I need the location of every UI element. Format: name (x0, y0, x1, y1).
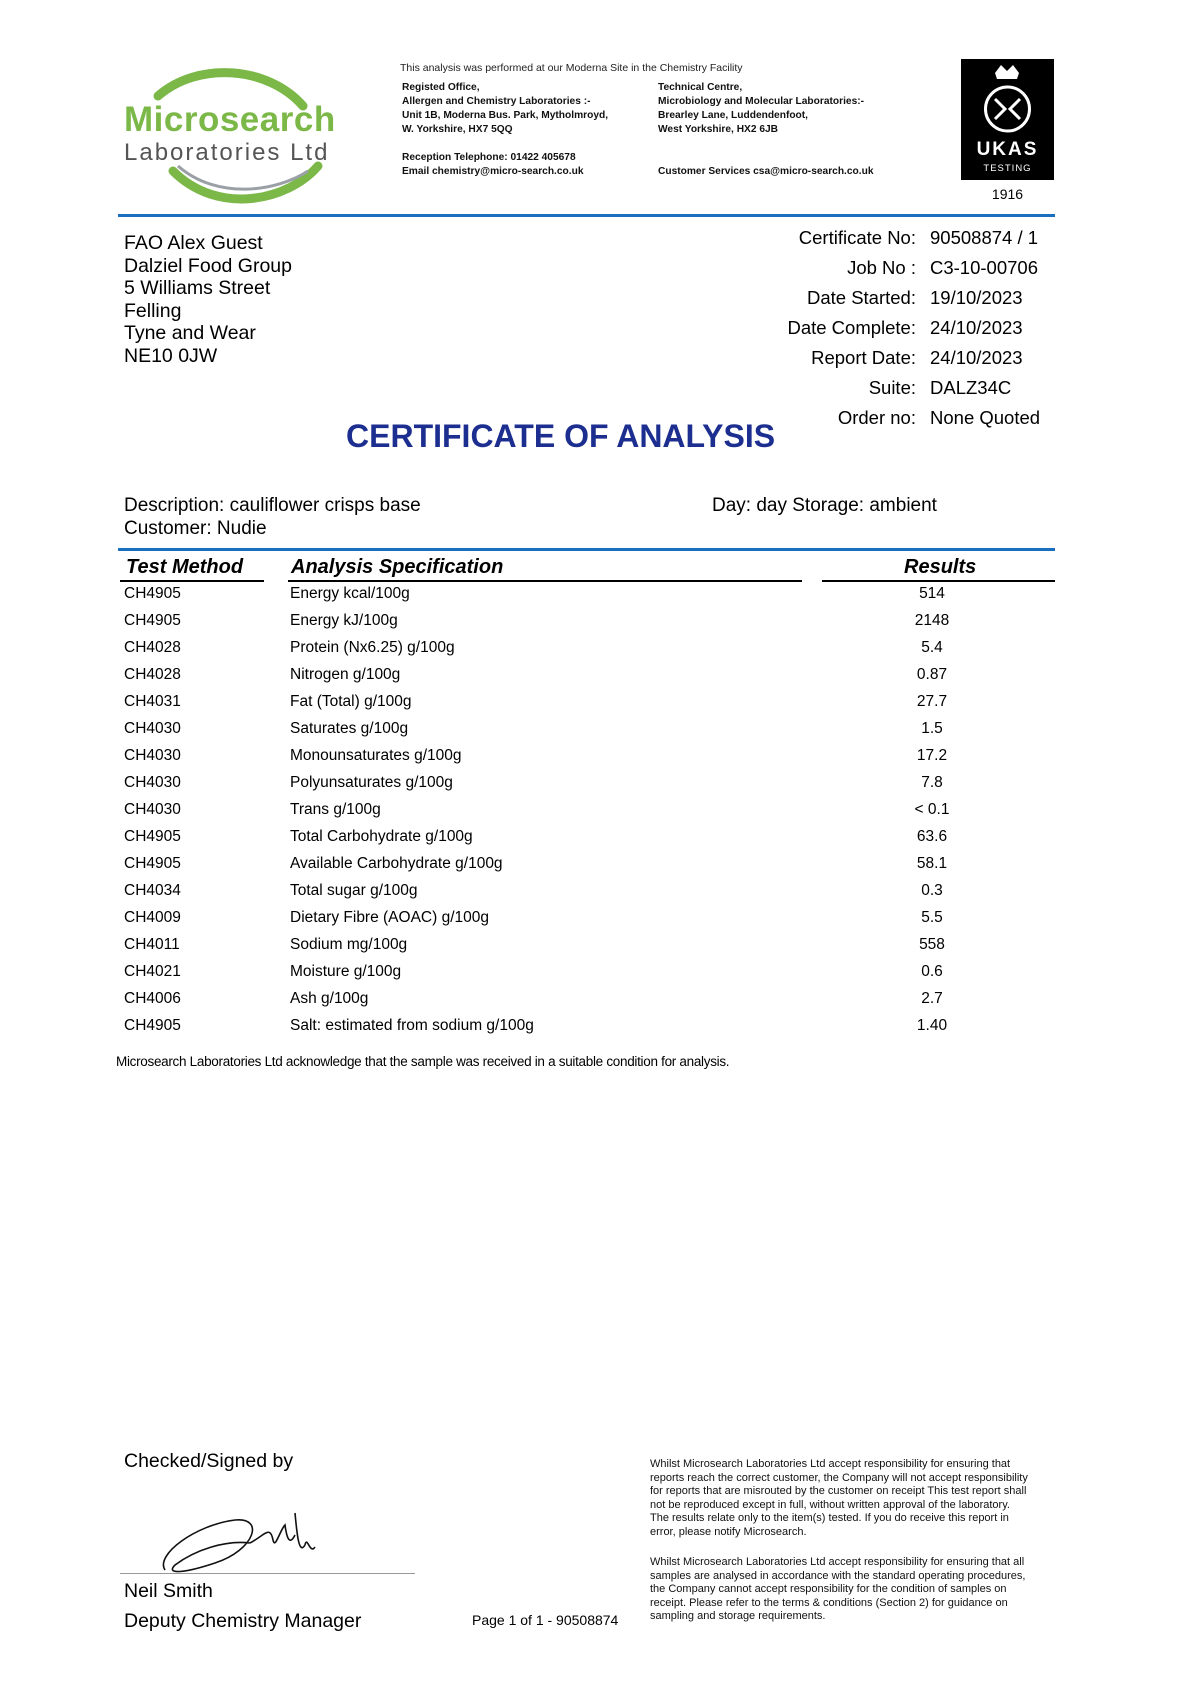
job-no-label: Job No : (847, 257, 916, 278)
spec-cell: Polyunsaturates g/100g (290, 774, 453, 791)
analysis-spec-header: Analysis Specification (291, 556, 504, 578)
spec-cell: Available Carbohydrate g/100g (290, 855, 503, 872)
spec-cell: Moisture g/100g (290, 963, 402, 980)
order-no-label: Order no: (837, 407, 916, 428)
table-row (0, 909, 1190, 936)
method-cell: CH4009 (124, 909, 181, 926)
signature-image (155, 1495, 325, 1585)
page-number: Page 1 of 1 - 90508874 (472, 1612, 619, 1628)
disclaimer-line: The results relate only to the item(s) tested. If you do receive this report in (650, 1512, 1009, 1524)
reception-telephone: Reception Telephone: 01422 405678 (402, 152, 576, 163)
spec-cell: Energy kcal/100g (290, 585, 410, 602)
address-line: Microbiology and Molecular Laboratories:- (658, 96, 865, 107)
spec-cell: Ash g/100g (290, 990, 369, 1007)
spec-cell: Monounsaturates g/100g (290, 747, 462, 764)
signer-name: Neil Smith (124, 1580, 213, 1602)
table-row (0, 990, 1190, 1017)
table-row (0, 639, 1190, 666)
chemistry-email: Email chemistry@micro-search.co.uk (402, 166, 584, 177)
method-cell: CH4905 (124, 855, 181, 872)
table-divider (118, 548, 1055, 551)
signature-line (120, 1573, 415, 1574)
disclaimer-line: Whilst Microsearch Laboratories Ltd accept responsibility for ensuring that all (650, 1556, 1025, 1568)
results-header: Results (904, 556, 977, 578)
spec-cell: Fat (Total) g/100g (290, 693, 412, 710)
result-cell: 2.7 (921, 990, 943, 1007)
suite-label: Suite: (868, 377, 916, 398)
spec-cell: Trans g/100g (290, 801, 381, 818)
spec-cell: Dietary Fibre (AOAC) g/100g (290, 909, 489, 926)
spec-cell: Sodium mg/100g (290, 936, 408, 953)
disclaimer-routing (650, 1458, 1070, 1539)
report-date-value: 24/10/2023 (930, 347, 1023, 368)
spec-cell: Total sugar g/100g (290, 882, 418, 899)
table-row (0, 774, 1190, 801)
recipient-line: Dalziel Food Group (124, 254, 292, 277)
table-row (0, 855, 1190, 882)
method-cell: CH4021 (124, 963, 181, 980)
result-cell: < 0.1 (914, 801, 950, 818)
certificate-no-label: Certificate No: (798, 227, 916, 248)
result-cell: 0.6 (921, 963, 943, 980)
table-row (0, 1017, 1190, 1044)
header-underline (120, 580, 264, 582)
sample-description: Description: cauliflower crisps base (124, 495, 421, 516)
table-row (0, 963, 1190, 990)
disclaimer-line: for reports that are misrouted by the customer on receipt This test report shall (650, 1485, 1027, 1497)
spec-cell: Protein (Nx6.25) g/100g (290, 639, 455, 656)
suite-value: DALZ34C (930, 377, 1012, 398)
method-cell: CH4028 (124, 666, 181, 683)
result-cell: 5.5 (921, 909, 943, 926)
disclaimer-line: sampling and storage requirements. (650, 1610, 826, 1622)
result-cell: 58.1 (916, 855, 948, 872)
disclaimer-line: not be reproduced except in full, without written approval of the laboratory. (650, 1498, 1010, 1511)
result-cell: 1.40 (916, 1017, 948, 1034)
method-cell: CH4030 (124, 801, 181, 818)
table-row (0, 585, 1190, 612)
result-cell: 2148 (914, 612, 950, 629)
address-line: Technical Centre, (658, 82, 743, 93)
address-line: West Yorkshire, HX2 6JB (658, 124, 779, 135)
table-row (0, 882, 1190, 909)
certificate-no-value: 90508874 / 1 (930, 227, 1039, 248)
result-cell: 27.7 (916, 693, 948, 710)
disclaimer-samples (650, 1556, 1070, 1624)
date-started-value: 19/10/2023 (930, 287, 1023, 308)
recipient-line: Tyne and Wear (124, 322, 256, 344)
header-underline (288, 580, 802, 582)
method-cell: CH4006 (124, 990, 181, 1007)
method-cell: CH4030 (124, 720, 181, 737)
customer-services-email: Customer Services csa@micro-search.co.uk (658, 166, 874, 177)
date-complete-value: 24/10/2023 (930, 317, 1023, 338)
table-row (0, 612, 1190, 639)
disclaimer-line: samples are analysed in accordance with the standard operating procedures, (650, 1569, 1026, 1582)
table-row (0, 720, 1190, 747)
company-logo (118, 66, 348, 206)
signed-by-label: Checked/Signed by (124, 1450, 294, 1472)
date-started-label: Date Started: (806, 287, 916, 308)
ukas-badge (961, 59, 1054, 180)
disclaimer-line: reports reach the correct customer, the Company will not accept responsibility (650, 1471, 1028, 1484)
page-title: CERTIFICATE OF ANALYSIS (346, 418, 776, 454)
result-cell: 514 (919, 585, 945, 602)
registered-office-address (402, 81, 608, 137)
result-cell: 5.4 (921, 639, 943, 656)
technical-centre-address (658, 81, 864, 137)
method-cell: CH4011 (124, 936, 180, 953)
signer-role: Deputy Chemistry Manager (124, 1610, 362, 1632)
recipient-line: NE10 0JW (124, 344, 218, 367)
result-cell: 17.2 (916, 747, 948, 764)
address-line: Brearley Lane, Luddendenfoot, (658, 110, 809, 121)
recipient-line: FAO Alex Guest (124, 232, 263, 254)
table-row (0, 747, 1190, 774)
result-cell: 7.8 (921, 774, 943, 791)
logo-wordmark: Microsearch (124, 100, 336, 139)
spec-cell: Total Carbohydrate g/100g (290, 828, 473, 845)
acknowledgement-text: Microsearch Laboratories Ltd acknowledge that the sample was received in a suitable condition for analysis. (116, 1054, 730, 1069)
ukas-accreditation-number: 1916 (991, 186, 1024, 202)
crown-emblem-icon (961, 59, 1054, 139)
day-storage: Day: day Storage: ambient (712, 495, 937, 516)
address-line: W. Yorkshire, HX7 5QQ (402, 124, 513, 135)
result-cell: 63.6 (916, 828, 948, 845)
spec-cell: Saturates g/100g (290, 720, 409, 737)
method-cell: CH4028 (124, 639, 181, 656)
order-no-value: None Quoted (930, 407, 1041, 428)
method-cell: CH4030 (124, 774, 181, 791)
customer-name: Customer: Nudie (124, 518, 267, 539)
test-method-header: Test Method (126, 556, 244, 578)
spec-cell: Salt: estimated from sodium g/100g (290, 1017, 534, 1034)
logo-subtitle: Laboratories Ltd (124, 139, 330, 166)
address-line: Unit 1B, Moderna Bus. Park, Mytholmroyd, (402, 110, 609, 121)
method-cell: CH4034 (124, 882, 181, 899)
recipient-line: Felling (124, 299, 182, 322)
date-complete-label: Date Complete: (787, 317, 916, 338)
method-cell: CH4905 (124, 585, 181, 602)
job-no-value: C3-10-00706 (930, 257, 1038, 278)
result-cell: 0.87 (916, 666, 948, 683)
result-cell: 1.5 (921, 720, 943, 737)
ukas-wordmark: UKAS (976, 139, 1039, 160)
table-row (0, 693, 1190, 720)
header-note: This analysis was performed at our Moderna Site in the Chemistry Facility (400, 62, 743, 74)
disclaimer-line: error, please notify Microsearch. (650, 1525, 807, 1538)
report-date-label: Report Date: (811, 347, 916, 368)
method-cell: CH4905 (124, 1017, 181, 1034)
method-cell: CH4030 (124, 747, 181, 764)
address-line: Allergen and Chemistry Laboratories :- (402, 96, 591, 107)
header-underline (822, 580, 1055, 582)
disclaimer-line: the Company cannot accept responsibility for the condition of samples on (650, 1583, 1007, 1595)
header-divider (118, 214, 1055, 217)
spec-cell: Nitrogen g/100g (290, 666, 401, 683)
table-row (0, 666, 1190, 693)
table-row (0, 828, 1190, 855)
result-cell: 0.3 (921, 882, 943, 899)
contact-block (402, 151, 584, 179)
table-row (0, 801, 1190, 828)
ukas-testing-label: TESTING (983, 163, 1032, 174)
recipient-address (124, 232, 292, 367)
method-cell: CH4031 (124, 693, 181, 710)
disclaimer-line: Whilst Microsearch Laboratories Ltd accept responsibility for ensuring that (650, 1458, 1011, 1470)
spec-cell: Energy kJ/100g (290, 612, 398, 629)
disclaimer-line: receipt. Please refer to the terms & conditions (Section 2) for guidance on (650, 1596, 1008, 1609)
table-row (0, 936, 1190, 963)
method-cell: CH4905 (124, 828, 181, 845)
result-cell: 558 (919, 936, 945, 953)
method-cell: CH4905 (124, 612, 181, 629)
recipient-line: 5 Williams Street (124, 277, 271, 299)
address-line: Registed Office, (402, 82, 480, 93)
